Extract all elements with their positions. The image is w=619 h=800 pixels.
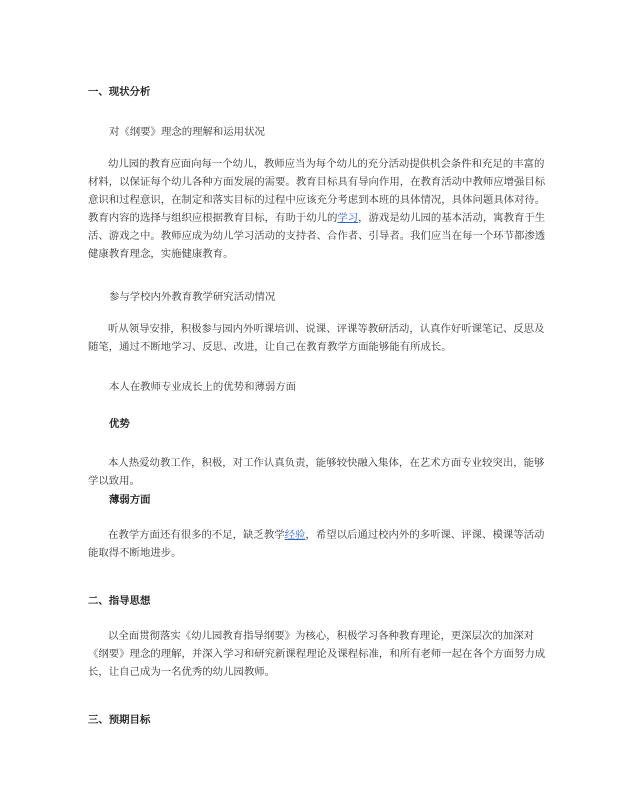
section-heading-expected-goals: 三、预期目标 <box>88 714 151 726</box>
paragraph-advantages: 本人热爱幼教工作，积极，对工作认真负责，能够较快融入集体，在艺术方面专业较突出，能够学以致用。 <box>88 457 545 487</box>
paragraph-guideline-understanding <box>88 155 548 263</box>
paragraph-text: ，希望以后通过校内外的多听课、评课、模课等活动能取得不断地进步。 <box>88 529 545 559</box>
paragraph-text: 在教学方面还有很多的不足，缺乏教学 <box>108 529 285 541</box>
subheading-research-activities: 参与学校内外教育教学研究活动情况 <box>109 291 276 303</box>
heading-weaknesses: 薄弱方面 <box>109 494 151 506</box>
experience-link[interactable]: 经验 <box>284 529 306 541</box>
paragraph-weaknesses <box>88 526 548 562</box>
subheading-guideline-understanding: 对《纲要》理念的理解和运用状况 <box>109 126 265 138</box>
heading-advantages: 优势 <box>109 418 130 430</box>
learning-link[interactable]: 学习 <box>337 212 359 224</box>
subheading-strengths-weaknesses: 本人在教师专业成长上的优势和薄弱方面 <box>109 381 297 393</box>
paragraph-text: ，游戏是幼儿园的基本活动，寓教育于生活、游戏之中。教师应成为幼儿学习活动的支持者、合作者、引导者。我们应当在每一个环节都渗透健康教育理念，实施健康教育。 <box>88 212 546 260</box>
section-heading-status-analysis: 一、现状分析 <box>88 86 151 98</box>
paragraph-text: 幼儿园的教育应面向每一个幼儿，教师应当为每个幼儿的充分活动提供机会条件和充足的丰富的材料，以保证每个幼儿各种方面发展的需要。教育目标具有导向作用，在教育活动中教师应增强目标意识和过程意识，在制定和落实目标的过程中应该充分考虑到本班的具体情况，具体问题具体对待。教育内容的选择与组织应根据教育目标，有助于幼儿的 <box>88 158 546 224</box>
section-heading-guiding-ideology: 二、指导思想 <box>88 595 151 607</box>
paragraph-research-activities: 听从领导安排，积极参与园内外听课培训、说课、评课等教研活动，认真作好听课笔记、反思及随笔，通过不断地学习、反思、改进，让自己在教育教学方面能够能有所成长。 <box>88 323 545 353</box>
paragraph-guiding-ideology: 以全面贯彻落实《幼儿园教育指导纲要》为核心，积极学习各种教育理论，更深层次的加深对《纲要》理念的理解，并深入学习和研究新课程理论及课程标准，和所有老师一起在各个方面努力成长，让自己成为一名优秀的幼儿园教师。 <box>88 630 546 678</box>
